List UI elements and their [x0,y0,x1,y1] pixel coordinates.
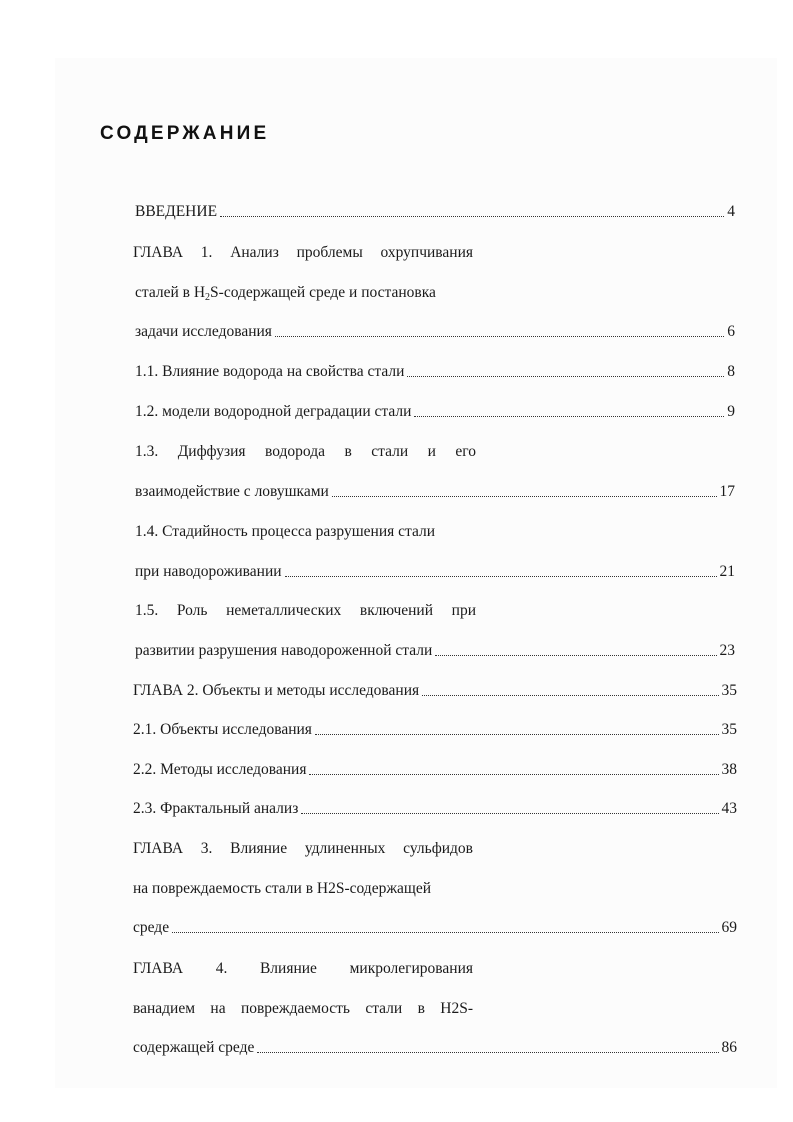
page-number: 69 [721,919,737,936]
toc-entry-label: 1.2. модели водородной деградации стали [135,403,412,420]
dot-leader [285,561,717,577]
toc-chapter-3-line-1[interactable]: ГЛАВА 3. Влияние удлиненных сульфидов [133,840,473,857]
page-number: 8 [727,363,735,380]
toc-section-1-5-line-1[interactable]: 1.5. Роль неметаллических включений при [135,602,476,619]
toc-section-2-3[interactable] [133,798,737,820]
toc-entry-label: 2.1. Объекты исследования [133,721,312,738]
toc-section-2-2[interactable] [133,759,737,781]
toc-chapter-3-line-2[interactable]: на повреждаемость стали в H2S-содержащей [133,880,432,897]
toc-section-1-2[interactable] [135,401,735,423]
toc-section-1-4-line-2[interactable] [135,561,735,583]
dot-leader [414,401,724,417]
dot-leader [315,719,719,735]
page-number: 21 [719,563,735,580]
dot-leader [309,759,718,775]
dot-leader [422,680,718,696]
toc-entry-label: ВВЕДЕНИЕ [135,203,218,220]
toc-entry-label: 2.2. Методы исследования [133,761,307,778]
toc-entry-label: ГЛАВА 2. Объекты и методы исследования [133,682,420,699]
page-number: 38 [721,761,737,778]
page-number: 35 [721,721,737,738]
dot-leader [301,798,718,814]
toc-section-2-1[interactable] [133,719,737,741]
toc-chapter-1-line-2[interactable] [135,282,436,304]
toc-chapter-1-line-1[interactable]: ГЛАВА 1. Анализ проблемы охрупчивания [133,244,473,261]
toc-section-1-3-line-2[interactable] [135,481,735,503]
toc-chapter-4-line-2[interactable]: ванадием на повреждаемость стали в H2S- [133,1000,473,1017]
page-number: 23 [719,642,735,659]
text-part: сталей в H [135,284,206,301]
dot-leader [407,361,724,377]
page-number: 6 [727,323,735,340]
page-number: 17 [719,483,735,500]
toc-entry-label: 2.3. Фрактальный анализ [133,800,299,817]
toc-entry-introduction[interactable] [135,201,735,223]
dot-leader [172,917,718,933]
subscript: 2 [205,292,211,303]
page-number: 4 [727,203,735,220]
toc-entry-label: развитии разрушения наводороженной стали [135,642,433,659]
toc-title: СОДЕРЖАНИЕ [100,123,270,144]
dot-leader [435,640,716,656]
toc-chapter-4-line-3[interactable] [133,1037,737,1059]
toc-entry-label: 1.1. Влияние водорода на свойства стали [135,363,405,380]
page-number: 43 [721,800,737,817]
page-number: 35 [721,682,737,699]
toc-chapter-3-line-3[interactable] [133,917,737,939]
toc-entry-label: задачи исследования [135,323,272,340]
toc-entry-label: среде [133,919,170,936]
text-part: S-содержащей среде и постановка [210,284,436,301]
dot-leader [220,201,724,217]
page-number: 86 [721,1039,737,1056]
dot-leader [332,481,717,497]
dot-leader [257,1037,718,1053]
toc-section-1-4-line-1[interactable]: 1.4. Стадийность процесса разрушения стали [135,523,436,540]
toc-section-1-5-line-2[interactable] [135,640,735,662]
toc-entry-label: при наводороживании [135,563,282,580]
toc-chapter-2[interactable] [133,680,737,702]
toc-section-1-3-line-1[interactable]: 1.3. Диффузия водорода в стали и его [135,443,476,460]
toc-section-1-1[interactable] [135,361,735,383]
toc-entry-label: содержащей среде [133,1039,255,1056]
toc-chapter-4-line-1[interactable]: ГЛАВА 4. Влияние микролегирования [133,960,473,977]
dot-leader [275,321,724,337]
page-number: 9 [727,403,735,420]
toc-entry-label: взаимодействие с ловушками [135,483,329,500]
toc-chapter-1-line-3[interactable] [135,321,735,343]
